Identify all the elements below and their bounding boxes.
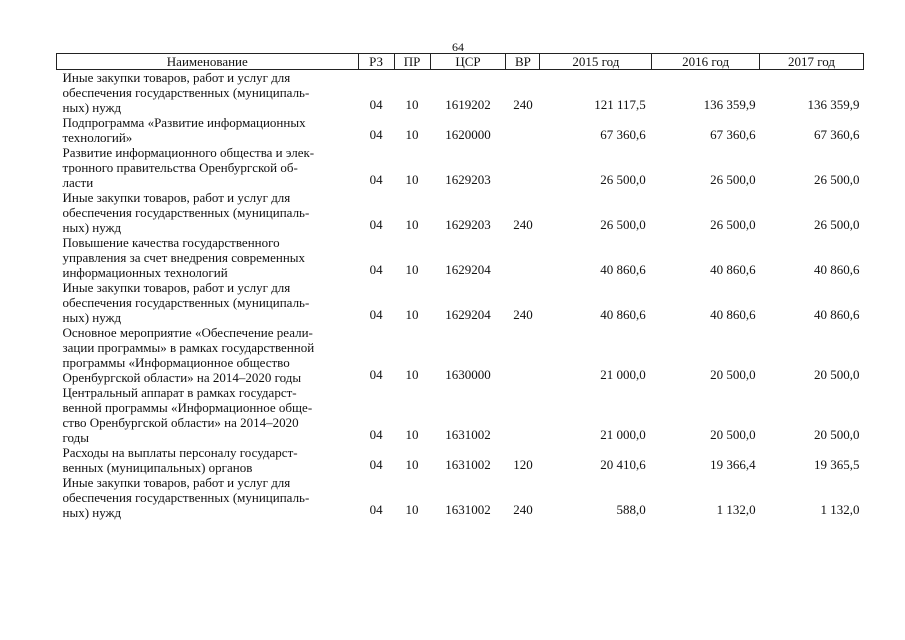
row-value-2017-text: 26 500,0 xyxy=(814,217,860,232)
row-pr-text: 10 xyxy=(405,457,419,472)
row-value-2015 xyxy=(540,475,652,520)
row-rz xyxy=(358,325,394,385)
header-2015: 2015 год xyxy=(540,54,652,70)
row-rz-text: 04 xyxy=(369,307,383,322)
row-value-2017 xyxy=(760,235,864,280)
row-csr-text: 1631002 xyxy=(445,427,491,442)
row-csr xyxy=(430,475,506,520)
row-value-2016 xyxy=(652,385,760,445)
row-name: Основное мероприятие «Обеспечение реали- зации программы» в рамках государственной программы «Информационное общество Оренбургской области» на 2014–2020 годы xyxy=(62,325,315,385)
header-pr: ПР xyxy=(394,54,430,70)
row-value-2017-text: 136 359,9 xyxy=(807,97,860,112)
row-name: Иные закупки товаров, работ и услуг для обеспечения государственных (муниципаль- ных) нужд xyxy=(62,190,310,235)
row-value-2016-text: 20 500,0 xyxy=(710,427,756,442)
row-value-2015 xyxy=(540,280,652,325)
row-value-2015-text: 26 500,0 xyxy=(600,172,646,187)
row-value-2017 xyxy=(760,70,864,116)
row-csr xyxy=(430,325,506,385)
row-value-2015-text: 40 860,6 xyxy=(600,307,646,322)
row-csr xyxy=(430,70,506,116)
row-value-2015-text: 21 000,0 xyxy=(600,367,646,382)
row-value-2015-text: 20 410,6 xyxy=(600,457,646,472)
row-csr xyxy=(430,385,506,445)
row-pr xyxy=(394,70,430,116)
row-pr-text: 10 xyxy=(405,502,419,517)
row-value-2015 xyxy=(540,385,652,445)
row-rz-text: 04 xyxy=(369,172,383,187)
row-value-2017-text: 19 365,5 xyxy=(814,457,860,472)
row-pr-text: 10 xyxy=(405,97,419,112)
row-rz-text: 04 xyxy=(369,127,383,142)
row-name: Повышение качества государственного управления за счет внедрения современных информационных технологий xyxy=(62,235,306,280)
row-value-2015 xyxy=(540,445,652,475)
table-row xyxy=(57,280,864,325)
row-vr-text: 120 xyxy=(513,457,533,472)
row-value-2015 xyxy=(540,70,652,116)
row-value-2017-text: 20 500,0 xyxy=(814,367,860,382)
row-pr-text: 10 xyxy=(405,217,419,232)
row-rz-text: 04 xyxy=(369,97,383,112)
row-rz xyxy=(358,70,394,116)
row-csr xyxy=(430,145,506,190)
table-row xyxy=(57,70,864,116)
row-csr-text: 1629203 xyxy=(445,217,491,232)
row-csr-text: 1619202 xyxy=(445,97,491,112)
row-pr xyxy=(394,235,430,280)
row-value-2016-text: 40 860,6 xyxy=(710,262,756,277)
row-value-2017-text: 20 500,0 xyxy=(814,427,860,442)
row-name: Иные закупки товаров, работ и услуг для обеспечения государственных (муниципаль- ных) нужд xyxy=(62,280,310,325)
row-csr-text: 1631002 xyxy=(445,457,491,472)
row-vr xyxy=(506,115,540,145)
row-value-2016 xyxy=(652,325,760,385)
row-csr xyxy=(430,235,506,280)
row-vr xyxy=(506,280,540,325)
row-name: Иные закупки товаров, работ и услуг для обеспечения государственных (муниципаль- ных) нужд xyxy=(62,475,310,520)
row-value-2016 xyxy=(652,190,760,235)
row-rz xyxy=(358,280,394,325)
budget-table xyxy=(56,53,864,520)
row-value-2016-text: 1 132,0 xyxy=(716,502,756,517)
row-csr-text: 1629204 xyxy=(445,307,491,322)
row-pr xyxy=(394,280,430,325)
row-vr-text: 240 xyxy=(513,502,533,517)
header-2017: 2017 год xyxy=(760,54,864,70)
table-header-row xyxy=(57,54,864,70)
row-value-2016-text: 19 366,4 xyxy=(710,457,756,472)
row-value-2016 xyxy=(652,475,760,520)
row-value-2017 xyxy=(760,475,864,520)
row-value-2015 xyxy=(540,145,652,190)
table-row xyxy=(57,235,864,280)
row-value-2016-text: 26 500,0 xyxy=(710,217,756,232)
row-rz-text: 04 xyxy=(369,217,383,232)
row-vr xyxy=(506,445,540,475)
row-pr xyxy=(394,145,430,190)
header-2016: 2016 год xyxy=(652,54,760,70)
row-value-2016 xyxy=(652,145,760,190)
row-vr xyxy=(506,235,540,280)
row-csr xyxy=(430,115,506,145)
row-value-2015-text: 67 360,6 xyxy=(600,127,646,142)
row-rz xyxy=(358,145,394,190)
row-pr xyxy=(394,190,430,235)
row-value-2016-text: 20 500,0 xyxy=(710,367,756,382)
row-value-2015 xyxy=(540,325,652,385)
row-name: Подпрограмма «Развитие информационных технологий» xyxy=(62,115,306,145)
row-value-2016-text: 136 359,9 xyxy=(703,97,756,112)
table-row xyxy=(57,385,864,445)
row-value-2015-text: 26 500,0 xyxy=(600,217,646,232)
row-vr-text: 240 xyxy=(513,307,533,322)
row-value-2016-text: 67 360,6 xyxy=(710,127,756,142)
row-rz-text: 04 xyxy=(369,427,383,442)
row-value-2017-text: 40 860,6 xyxy=(814,262,860,277)
page-number: 64 xyxy=(452,40,464,54)
row-value-2017 xyxy=(760,325,864,385)
table-row xyxy=(57,115,864,145)
table-row xyxy=(57,145,864,190)
row-rz-text: 04 xyxy=(369,367,383,382)
row-value-2016 xyxy=(652,115,760,145)
row-csr-text: 1629204 xyxy=(445,262,491,277)
row-value-2016 xyxy=(652,280,760,325)
row-vr-text: 240 xyxy=(513,217,533,232)
row-vr-text: 240 xyxy=(513,97,533,112)
row-value-2015-text: 588,0 xyxy=(616,502,646,517)
row-vr xyxy=(506,190,540,235)
row-rz xyxy=(358,235,394,280)
row-value-2016 xyxy=(652,235,760,280)
row-rz xyxy=(358,385,394,445)
row-pr xyxy=(394,325,430,385)
row-name: Иные закупки товаров, работ и услуг для обеспечения государственных (муниципаль- ных) нужд xyxy=(62,70,310,115)
row-value-2015-text: 40 860,6 xyxy=(600,262,646,277)
row-pr-text: 10 xyxy=(405,307,419,322)
row-value-2017 xyxy=(760,445,864,475)
header-vr: ВР xyxy=(506,54,540,70)
row-value-2017-text: 26 500,0 xyxy=(814,172,860,187)
row-name: Развитие информационного общества и элек- тронного правительства Оренбургской об- ласти xyxy=(62,145,315,190)
row-value-2015-text: 21 000,0 xyxy=(600,427,646,442)
row-value-2017 xyxy=(760,145,864,190)
row-pr xyxy=(394,475,430,520)
row-vr xyxy=(506,325,540,385)
table-row xyxy=(57,475,864,520)
row-csr xyxy=(430,190,506,235)
row-value-2017 xyxy=(760,385,864,445)
row-pr-text: 10 xyxy=(405,427,419,442)
row-pr-text: 10 xyxy=(405,127,419,142)
row-value-2017 xyxy=(760,190,864,235)
row-value-2017-text: 67 360,6 xyxy=(814,127,860,142)
row-value-2017 xyxy=(760,280,864,325)
row-value-2015 xyxy=(540,235,652,280)
row-rz xyxy=(358,115,394,145)
row-value-2015-text: 121 117,5 xyxy=(594,97,646,112)
row-pr-text: 10 xyxy=(405,367,419,382)
row-vr xyxy=(506,70,540,116)
row-value-2016-text: 40 860,6 xyxy=(710,307,756,322)
row-value-2016 xyxy=(652,445,760,475)
row-value-2017 xyxy=(760,115,864,145)
row-csr-text: 1631002 xyxy=(445,502,491,517)
row-vr xyxy=(506,145,540,190)
row-value-2016-text: 26 500,0 xyxy=(710,172,756,187)
row-value-2017-text: 40 860,6 xyxy=(814,307,860,322)
row-pr-text: 10 xyxy=(405,172,419,187)
header-csr: ЦСР xyxy=(430,54,506,70)
row-csr xyxy=(430,280,506,325)
row-csr-text: 1630000 xyxy=(445,367,491,382)
row-value-2016 xyxy=(652,70,760,116)
header-name: Наименование xyxy=(57,54,359,70)
row-value-2015 xyxy=(540,190,652,235)
row-vr xyxy=(506,385,540,445)
row-name: Расходы на выплаты персоналу государст- венных (муниципальных) органов xyxy=(62,445,298,475)
row-csr-text: 1620000 xyxy=(445,127,491,142)
row-pr-text: 10 xyxy=(405,262,419,277)
row-pr xyxy=(394,445,430,475)
row-pr xyxy=(394,115,430,145)
table-row xyxy=(57,445,864,475)
row-csr xyxy=(430,445,506,475)
row-rz-text: 04 xyxy=(369,457,383,472)
row-rz xyxy=(358,190,394,235)
table-row xyxy=(57,190,864,235)
row-vr xyxy=(506,475,540,520)
row-value-2015 xyxy=(540,115,652,145)
row-rz xyxy=(358,445,394,475)
table-row xyxy=(57,325,864,385)
header-rz: РЗ xyxy=(358,54,394,70)
row-rz xyxy=(358,475,394,520)
row-csr-text: 1629203 xyxy=(445,172,491,187)
row-value-2017-text: 1 132,0 xyxy=(820,502,860,517)
row-rz-text: 04 xyxy=(369,262,383,277)
row-rz-text: 04 xyxy=(369,502,383,517)
row-pr xyxy=(394,385,430,445)
row-name: Центральный аппарат в рамках государст- венной программы «Информационное обще- ство Оренбургской области» на 2014–2020 годы xyxy=(62,385,313,445)
